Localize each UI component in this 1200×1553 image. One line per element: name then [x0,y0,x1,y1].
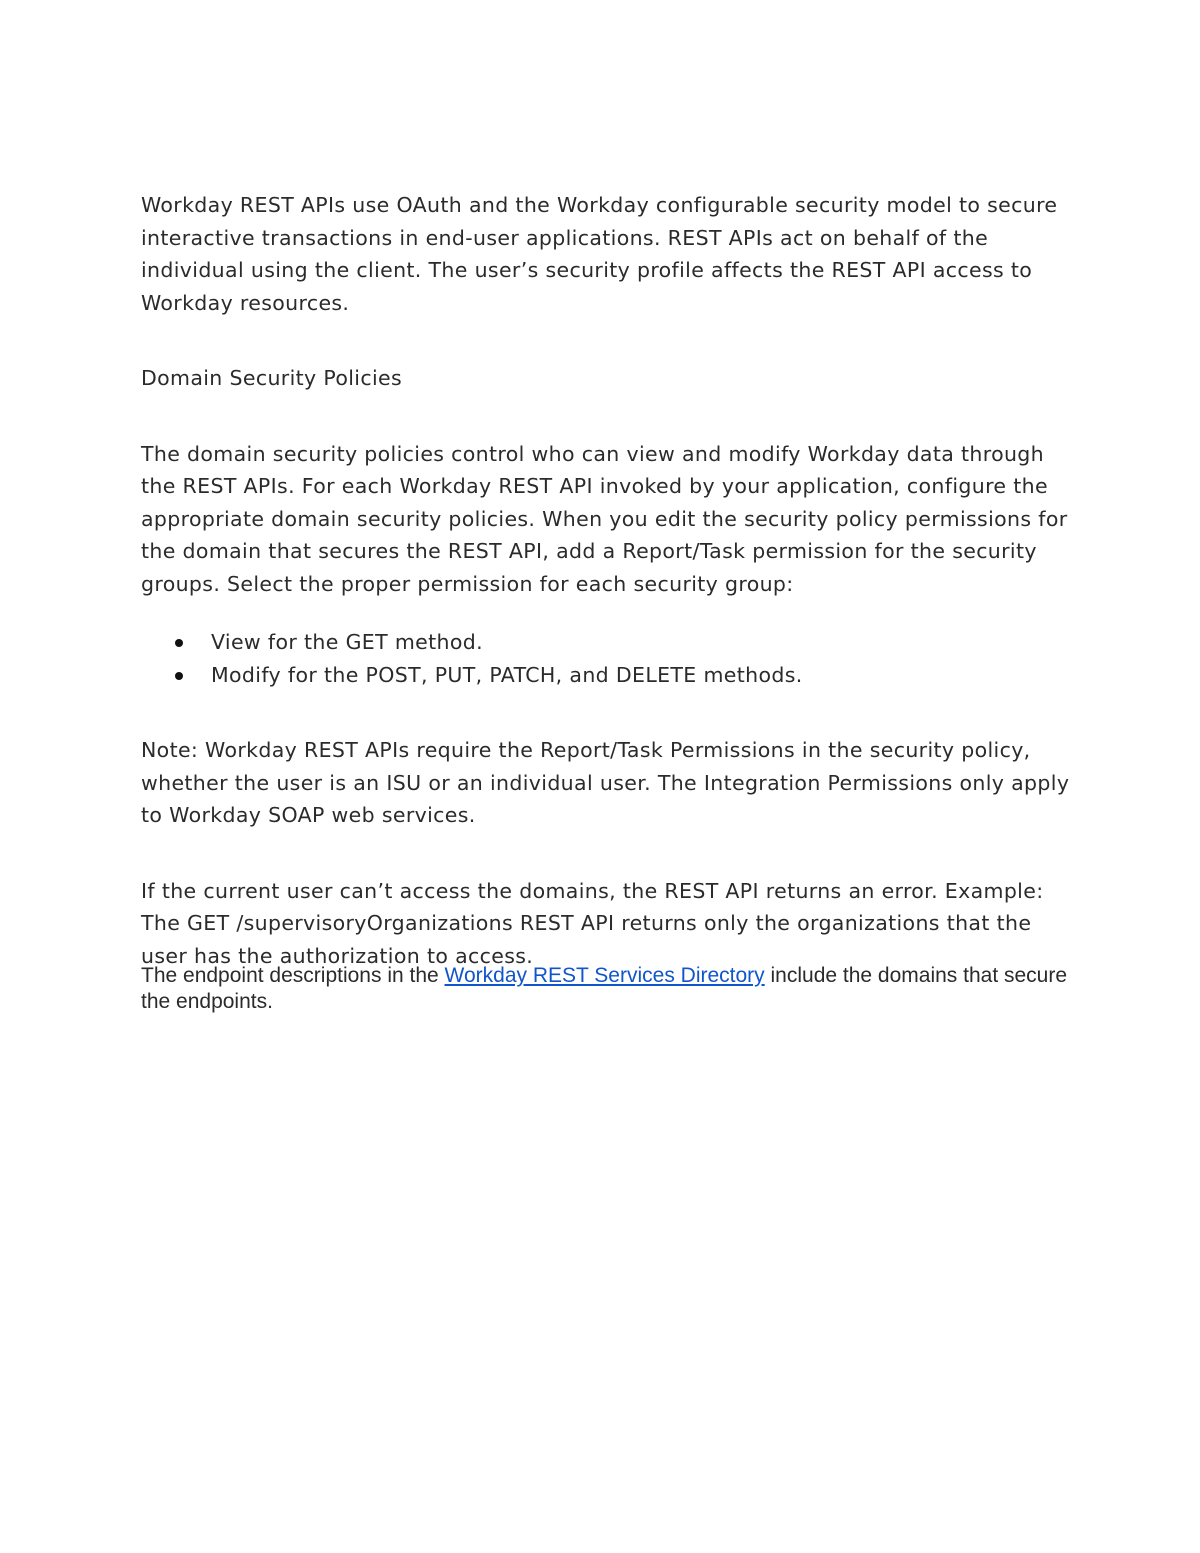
endpoint-paragraph [141,963,1071,1015]
intro-paragraph: Workday REST APIs use OAuth and the Workday configurable security model to secure interactive transactions in end-user applications. REST APIs act on behalf of the individual using the client. The user’s security profile affects the REST API access to Workday resources. [141,193,1058,315]
permission-list [141,626,1071,691]
bullet-icon [175,639,183,647]
document-page [141,189,1071,1015]
domain-policies-paragraph: The domain security policies control who can view and modify Workday data through the REST APIs. For each Workday REST API invoked by your application, configure the appropriate domain security policies. When you edit the security policy permissions for the domain that secures the REST API, add a Report/Task permission for the security groups. Select the proper permission for each security group: [141,441,1068,596]
endpoint-suffix: include the domains that secure the endpoints. [141,964,1068,1013]
bullet-icon [175,672,183,680]
list-item [141,659,1071,692]
error-paragraph: If the current user can’t access the domains, the REST API returns an error. Example: The GET /supervisoryOrganizations REST API returns only the organizations that the user has the authorization to access. [141,878,1044,968]
list-item-text: View for the GET method. [211,630,483,654]
note-paragraph: Note: Workday REST APIs require the Report/Task Permissions in the security policy, whether the user is an ISU or an individual user. The Integration Permissions only apply to Workday SOAP web services. [141,738,1070,827]
rest-services-directory-link[interactable]: Workday REST Services Directory [444,964,765,987]
list-item [141,626,1071,659]
section-heading: Domain Security Policies [141,366,402,390]
endpoint-prefix: The endpoint descriptions in the [141,964,445,987]
list-item-text: Modify for the POST, PUT, PATCH, and DELETE methods. [211,662,803,687]
